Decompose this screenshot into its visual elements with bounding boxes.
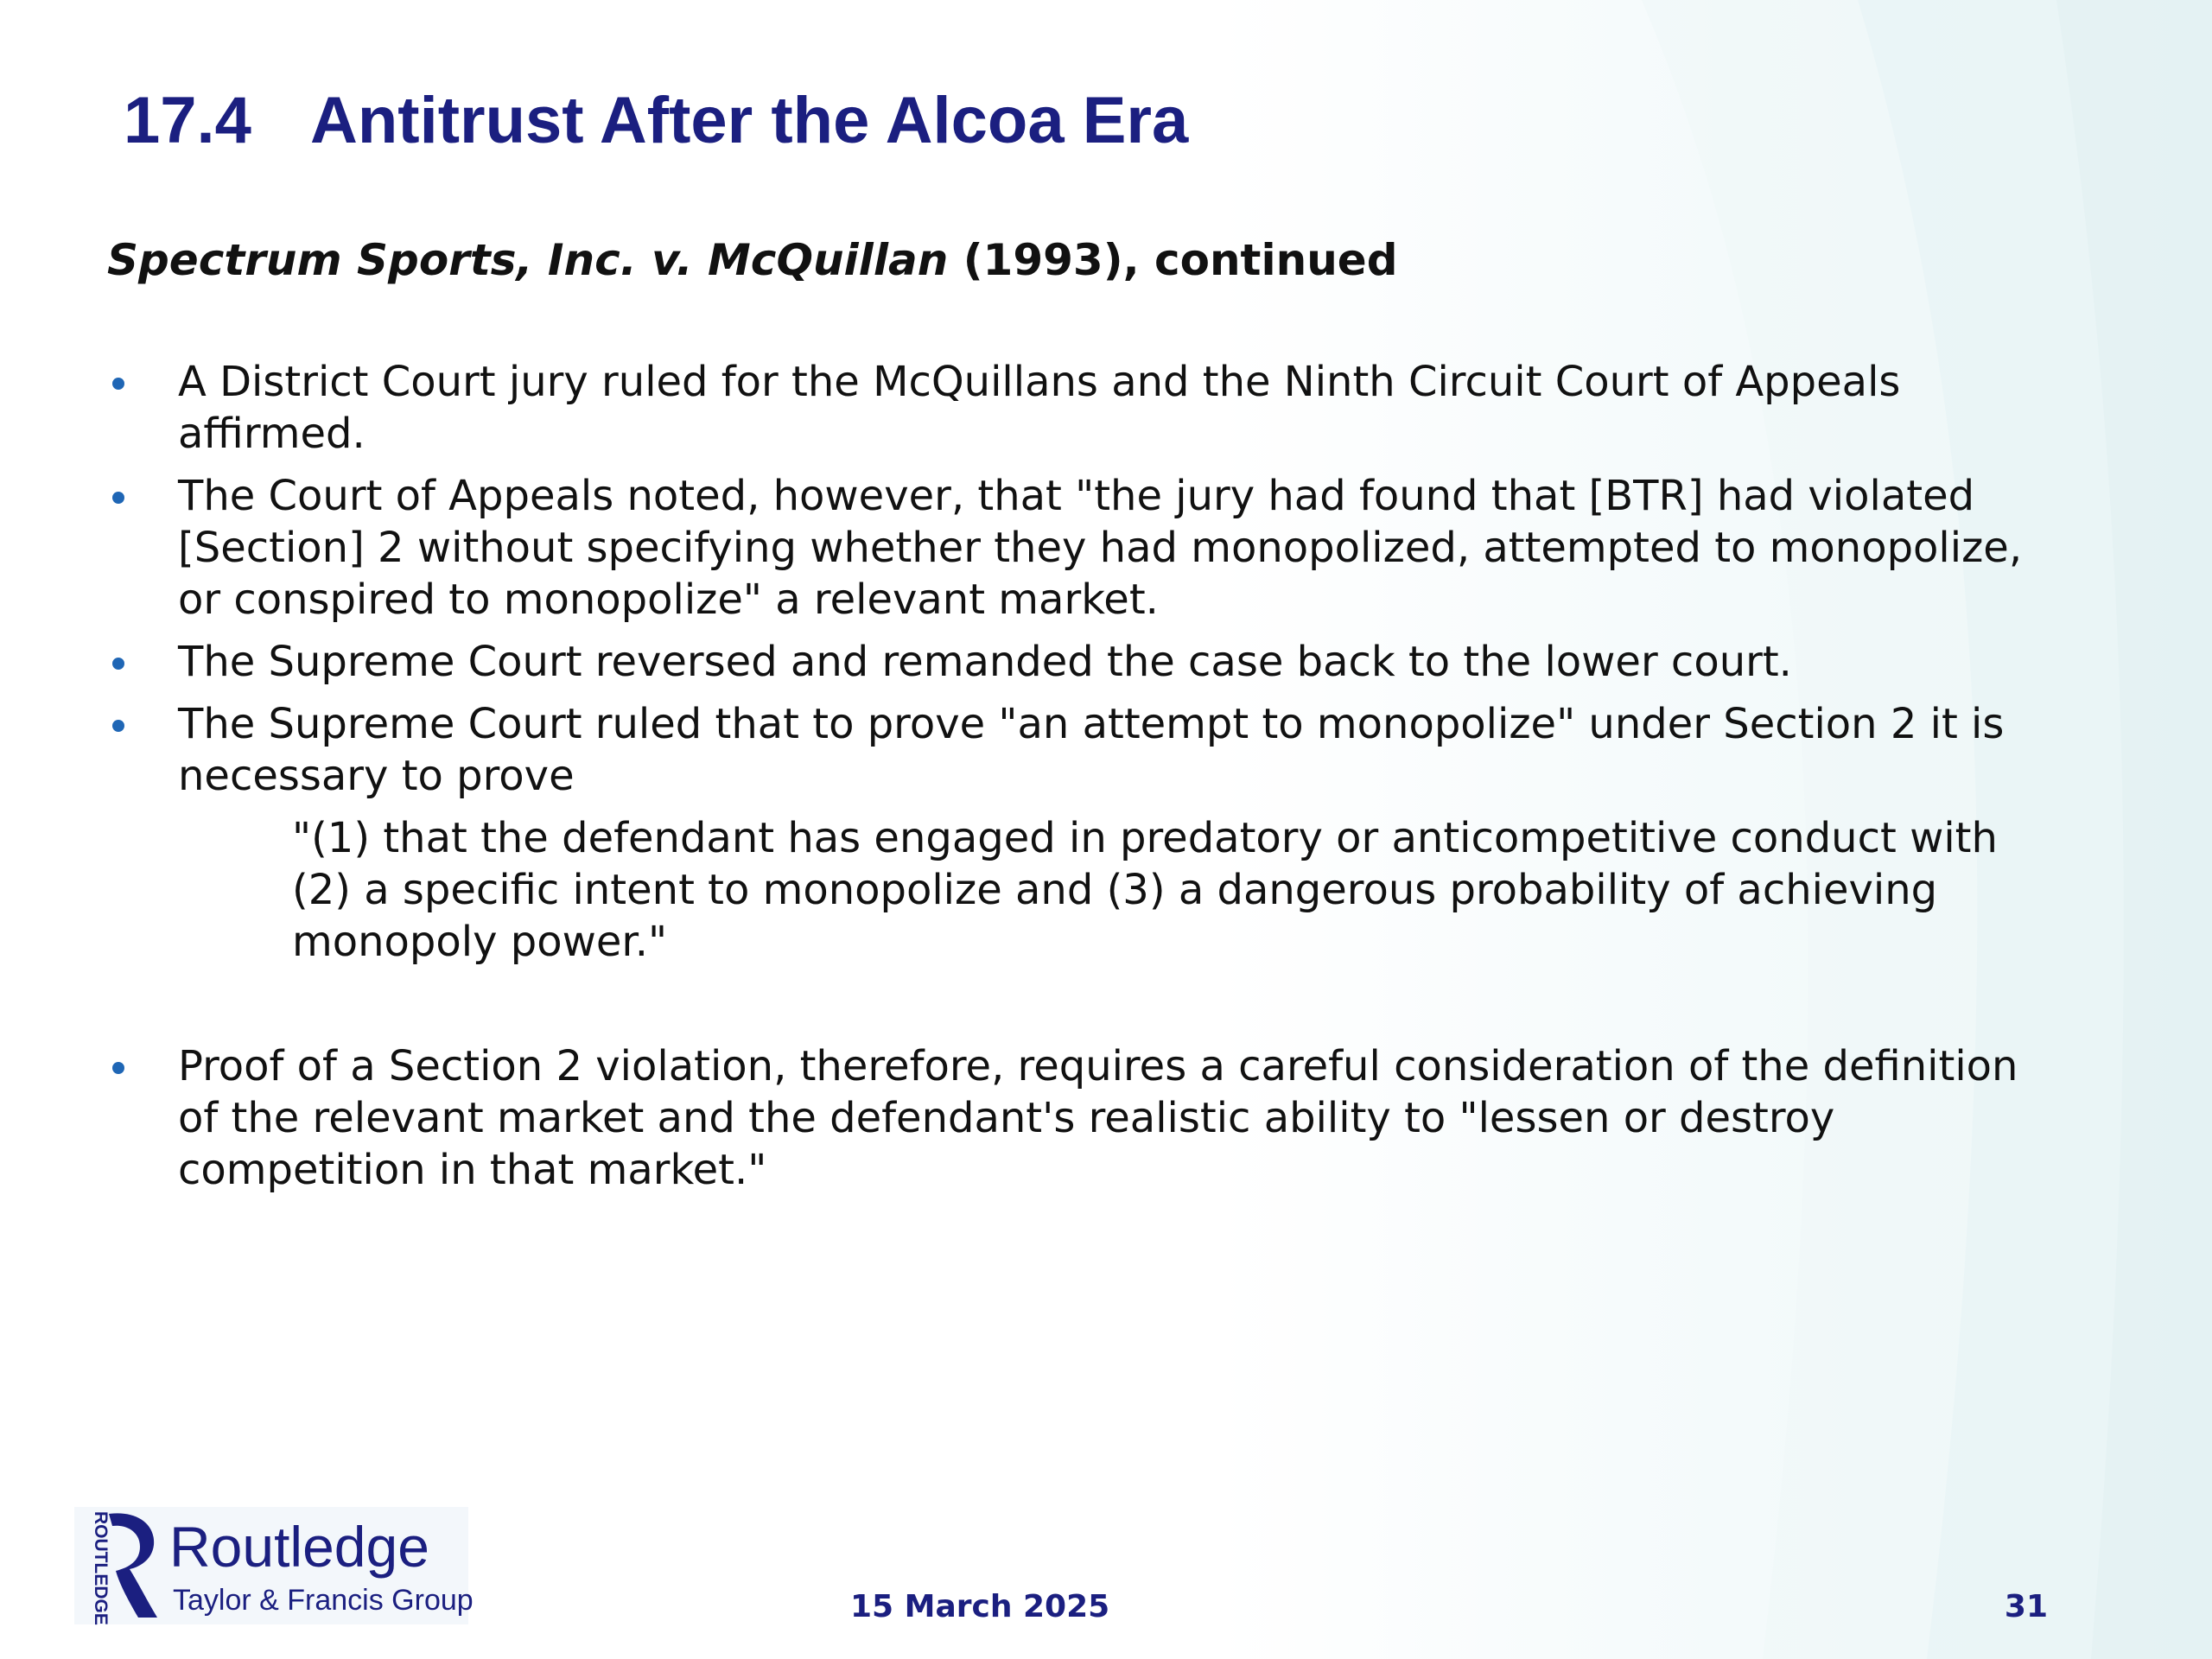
bullet-item xyxy=(107,636,2025,688)
bullet-item xyxy=(107,356,2025,460)
bullet-text: A District Court jury ruled for the McQuillans and the Ninth Circuit Court of Appeals affirmed. xyxy=(178,358,1901,458)
bullet-text: The Court of Appeals noted, however, that "the jury had found that [BTR] had violated [Section] 2 without specifying whether they had monopolized, attempted to monopolize, or conspired to monopolize" a relevant market. xyxy=(178,472,2023,624)
case-name: Spectrum Sports, Inc. v. McQuillan xyxy=(107,235,949,285)
routledge-logo xyxy=(74,1507,474,1625)
routledge-head-logo-icon xyxy=(100,1510,161,1621)
bullet-text: The Supreme Court reversed and remanded the case back to the lower court. xyxy=(178,638,1792,686)
logo-group: Taylor & Francis Group xyxy=(173,1584,474,1617)
slide-subtitle xyxy=(107,230,1398,290)
bullet-text: Proof of a Section 2 violation, therefore, requires a careful consideration of the definition of the relevant market and the defendant's realistic ability to "lessen or destroy competition in that market." xyxy=(178,1042,2018,1194)
bullet-dot-icon xyxy=(112,378,124,390)
bullet-text: The Supreme Court ruled that to prove "an attempt to monopolize" under Section 2 it is necessary to prove xyxy=(178,700,2005,800)
bullet-item xyxy=(107,470,2025,626)
bullet-dot-icon xyxy=(112,1062,124,1074)
bullet-dot-icon xyxy=(112,492,124,504)
slide-title xyxy=(124,79,1188,162)
quoted-test: "(1) that the defendant has engaged in predatory or anticompetitive conduct with (2) a specific intent to monopolize and (3) a dangerous probability of achieving monopoly power." xyxy=(292,814,1998,966)
footer-date: 15 March 2025 xyxy=(850,1589,1110,1624)
bullet-list xyxy=(107,356,2025,1206)
title-text: Antitrust After the Alcoa Era xyxy=(310,84,1189,157)
logo-vertical-text: ROUTLEDGE xyxy=(91,1511,111,1625)
logo-name: Routledge xyxy=(169,1515,429,1579)
bullet-item xyxy=(107,698,2025,968)
page-number: 31 xyxy=(2004,1589,2048,1624)
bullet-item xyxy=(107,1040,2025,1196)
subtitle-rest: (1993), continued xyxy=(948,235,1398,285)
section-number: 17.4 xyxy=(124,84,251,157)
bullet-dot-icon xyxy=(112,658,124,670)
bullet-dot-icon xyxy=(112,720,124,732)
